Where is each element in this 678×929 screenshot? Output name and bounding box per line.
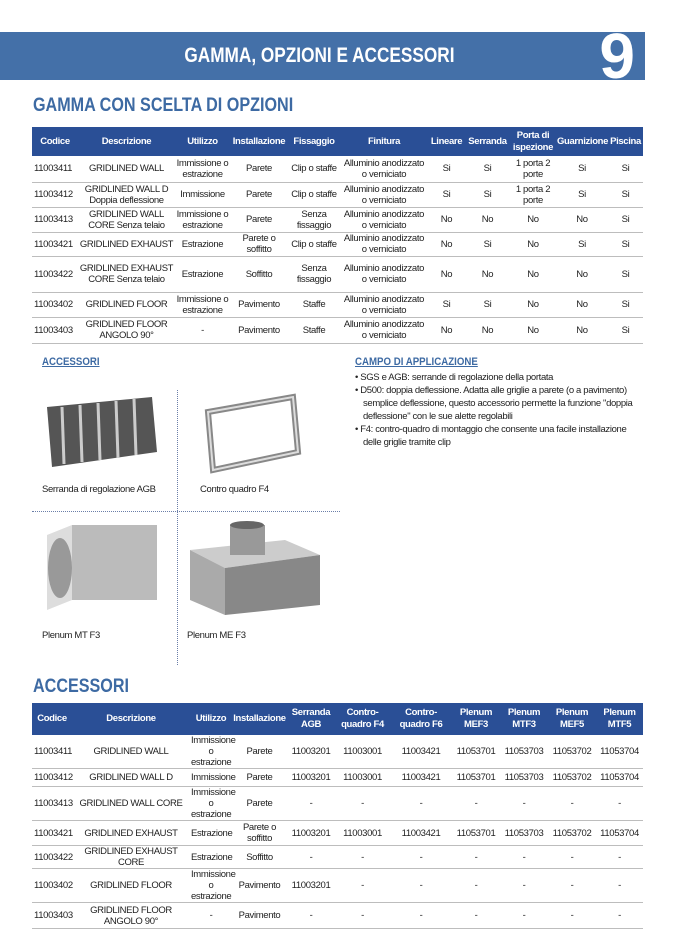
plenum-mt-f3-image [42,520,162,615]
column-header: Porta di ispezione [510,127,556,156]
table-cell: GRIDLINED FLOOR ANGOLO 90° [78,317,175,343]
table-cell: No [465,317,510,343]
column-header: Descrizione [78,127,175,156]
table-cell: 11053703 [500,821,548,846]
table-cell: Alluminio anodizzato o verniciato [340,256,428,292]
counterframe-f4-image [198,392,308,477]
table-cell: 11053701 [452,821,500,846]
table-cell: - [596,787,643,821]
table-cell: - [287,846,335,869]
campo-list [355,371,645,449]
caption-plenum-mt: Plenum MT F3 [42,630,100,641]
accessori-table [32,703,643,929]
table-cell: Pavimento [230,292,288,317]
chapter-header-band [0,20,645,92]
table-cell: 11003403 [32,317,78,343]
column-header: Plenum MTF3 [500,703,548,735]
table-cell: 11003413 [32,207,78,232]
table-cell: Clip o staffe [288,232,340,256]
table-cell: 11003402 [32,869,72,903]
table-cell: Parete [232,787,287,821]
table-cell: 11053702 [548,735,596,769]
column-header: Installazione [230,127,288,156]
table-cell: GRIDLINED WALL CORE Senza telaio [78,207,175,232]
table-row [32,292,643,317]
column-header: Plenum MEF3 [452,703,500,735]
table-cell: No [428,256,465,292]
table-cell: - [452,846,500,869]
table-cell: Parete [232,735,287,769]
table-cell: GRIDLINED WALL [72,735,190,769]
table-row [32,846,643,869]
table-cell: 11003411 [32,156,78,182]
table-cell: No [510,317,556,343]
table-row [32,207,643,232]
column-header: Descrizione [72,703,190,735]
table-cell: Immissione o estrazione [191,735,236,768]
table-cell: No [556,256,608,292]
campo-title: CAMPO DI APPLICAZIONE [355,356,478,368]
table-row [32,256,643,292]
table-cell: - [390,787,452,821]
caption-plenum-me: Plenum ME F3 [187,630,246,641]
column-header: Contro-quadro F4 [335,703,390,735]
table-cell: Senza fissaggio [288,256,340,292]
table-cell: GRIDLINED EXHAUST CORE Senza telaio [78,256,175,292]
table-cell: - [452,869,500,903]
table-cell: No [428,317,465,343]
table-cell: Alluminio anodizzato o verniciato [340,182,428,207]
table-cell: GRIDLINED EXHAUST [72,821,190,846]
table-cell: Si [465,182,510,207]
table-cell: No [428,232,465,256]
table-cell: Si [556,156,608,182]
table-cell: 11003201 [287,869,335,903]
table-cell: 11003403 [32,903,72,929]
column-header: Utilizzo [190,703,232,735]
table-cell: Alluminio anodizzato o verniciato [340,207,428,232]
table-cell: Estrazione [190,846,232,869]
caption-f4: Contro quadro F4 [200,484,269,495]
table-cell: Parete [230,207,288,232]
table-row [32,182,643,207]
table-cell: 11053703 [500,735,548,769]
table-cell: - [596,869,643,903]
table-cell: Si [465,292,510,317]
table-cell: No [556,207,608,232]
table-cell: 11053703 [500,769,548,787]
column-header: Serranda [465,127,510,156]
table-cell: Immissione o estrazione [175,156,230,182]
table-cell: Si [465,232,510,256]
table-cell: 11003421 [390,821,452,846]
table-row [32,735,643,769]
table-cell: GRIDLINED WALL [78,156,175,182]
table-cell: Si [608,182,643,207]
table-cell: Staffe [288,317,340,343]
table-cell: Si [556,232,608,256]
column-header: Fissaggio [288,127,340,156]
table-cell: 11053704 [596,735,643,769]
table-cell: 11003421 [390,735,452,769]
table-cell: Si [608,232,643,256]
table-row [32,317,643,343]
table-cell: Si [465,156,510,182]
table-cell: Estrazione [175,232,230,256]
table-cell: Soffitto [232,846,287,869]
table-cell: - [500,869,548,903]
table-cell: Soffitto [230,256,288,292]
table-cell: Immissione [175,182,230,207]
table-cell: Staffe [288,292,340,317]
damper-agb-image [42,392,162,472]
divider-horizontal [32,511,340,512]
table-cell: Estrazione [175,256,230,292]
column-header: Codice [32,127,78,156]
table-cell: - [335,846,390,869]
section-title-accessori: ACCESSORI [33,676,130,697]
table-cell: 11003402 [32,292,78,317]
table-cell: - [452,903,500,929]
table-row [32,787,643,821]
table-cell: Si [608,156,643,182]
table-cell: 11053701 [452,735,500,769]
table-cell: No [510,292,556,317]
table-cell: GRIDLINED EXHAUST [78,232,175,256]
table-cell: Si [608,317,643,343]
table-cell: 11003421 [32,821,72,846]
table-cell: GRIDLINED FLOOR [72,869,190,903]
campo-item: • D500: doppia deflessione. Adatta alle griglie a parete (o a pavimento) semplice deflessione, questo accessorio permette la funzione "doppia deflessione" con le sue alette regolabili [355,384,645,423]
table-cell: Pavimento [232,869,287,903]
table-cell: Immissione o estrazione [191,869,236,902]
table-cell: Si [556,182,608,207]
table-cell: Si [608,292,643,317]
table-row [32,769,643,787]
table-row [32,156,643,182]
table-cell: - [500,787,548,821]
column-header: Guarnizione [556,127,608,156]
table-cell: - [548,787,596,821]
table-cell: - [596,903,643,929]
table-cell: - [548,869,596,903]
table-cell: Clip o staffe [288,182,340,207]
table-cell: - [548,846,596,869]
table-cell: Alluminio anodizzato o verniciato [340,232,428,256]
table-cell: GRIDLINED FLOOR [78,292,175,317]
table-cell: Parete [232,769,287,787]
table-cell: Si [608,207,643,232]
table-cell: - [335,869,390,903]
table-cell: GRIDLINED EXHAUST CORE [72,846,190,869]
table-cell: - [390,869,452,903]
table-cell: Alluminio anodizzato o verniciato [340,317,428,343]
table-cell: Si [428,182,465,207]
chapter-title: GAMMA, OPZIONI E ACCESSORI [184,44,455,67]
table-cell: No [510,232,556,256]
table-cell: - [287,787,335,821]
table-cell: - [390,846,452,869]
table-cell: 11003413 [32,787,72,821]
column-header: Piscina [608,127,643,156]
accessori-images-title: ACCESSORI [42,356,100,368]
table-cell: Parete [230,156,288,182]
table-cell: Pavimento [230,317,288,343]
campo-item: • F4: contro-quadro di montaggio che consente una facile installazione delle griglie tramite clip [355,423,645,449]
table-cell: 11003421 [390,769,452,787]
table-cell: 11003421 [32,232,78,256]
table-cell: - [175,317,230,343]
table-cell: Estrazione [190,821,232,846]
table-cell: No [510,256,556,292]
table-cell: Alluminio anodizzato o verniciato [340,156,428,182]
table-cell: GRIDLINED WALL D Doppia deflessione [78,182,175,207]
table-cell: Immissione o estrazione [191,787,236,820]
table-cell: 11003411 [32,735,72,769]
column-header: Installazione [232,703,287,735]
table-cell: - [596,846,643,869]
column-header: Lineare [428,127,465,156]
table-cell: 11053702 [548,821,596,846]
table-cell: Si [608,256,643,292]
column-header: Codice [32,703,72,735]
table-cell: - [335,787,390,821]
column-header: Utilizzo [175,127,230,156]
table-cell: 11053702 [548,769,596,787]
table-cell: No [465,256,510,292]
gamma-table [32,127,643,344]
column-header: Plenum MTF5 [596,703,643,735]
table-cell: 11003001 [335,769,390,787]
table-cell: 11003412 [32,182,78,207]
table-cell: - [335,903,390,929]
table-cell: No [556,292,608,317]
table-cell: 11003412 [32,769,72,787]
table-cell: - [500,903,548,929]
table-cell: 11003001 [335,735,390,769]
table-cell: 11003201 [287,769,335,787]
chapter-number: 9 [599,20,635,92]
table-cell: - [452,787,500,821]
table-cell: Immissione o estrazione [176,208,229,231]
table-cell: 11053704 [596,821,643,846]
table-cell: No [556,317,608,343]
table-cell: GRIDLINED WALL CORE [72,787,190,821]
column-header: Serranda AGB [287,703,335,735]
table-cell: No [428,207,465,232]
table-cell: Immissione [190,769,232,787]
table-row [32,869,643,903]
campo-item: • SGS e AGB: serrande di regolazione della portata [355,371,645,384]
section-title-gamma: GAMMA CON SCELTA DI OPZIONI [33,95,294,116]
table-cell: 11003422 [32,256,78,292]
table-cell: Senza fissaggio [288,207,340,232]
table-cell: 1 porta 2 porte [510,156,556,182]
table-cell: - [390,903,452,929]
table-cell: - [548,903,596,929]
table-cell: - [190,903,232,929]
table-cell: No [465,207,510,232]
table-cell: 11053704 [596,769,643,787]
caption-agb: Serranda di regolazione AGB [42,484,156,495]
column-header: Contro-quadro F6 [390,703,452,735]
column-header: Plenum MEF5 [548,703,596,735]
table-cell: Alluminio anodizzato o verniciato [340,292,428,317]
table-cell: GRIDLINED FLOOR ANGOLO 90° [72,903,190,929]
table-cell: Parete [230,182,288,207]
table-cell: 11003201 [287,821,335,846]
table-cell: - [287,903,335,929]
table-cell: GRIDLINED WALL D [72,769,190,787]
table-cell: 11003001 [335,821,390,846]
table-cell: No [510,207,556,232]
table-cell: Parete o soffitto [232,821,287,846]
plenum-me-f3-image [185,520,325,615]
column-header: Finitura [340,127,428,156]
table-cell: 11053701 [452,769,500,787]
table-row [32,903,643,929]
table-cell: Parete o soffitto [230,232,288,256]
table-cell: 11003201 [287,735,335,769]
table-row [32,232,643,256]
table-cell: 1 porta 2 porte [510,182,556,207]
divider-vertical [177,390,178,665]
table-cell: Pavimento [232,903,287,929]
table-cell: Immissione o estrazione [176,293,229,316]
table-cell: 11003422 [32,846,72,869]
table-cell: Si [428,156,465,182]
table-cell: - [500,846,548,869]
table-cell: Clip o staffe [288,156,340,182]
table-cell: Si [428,292,465,317]
table-row [32,821,643,846]
